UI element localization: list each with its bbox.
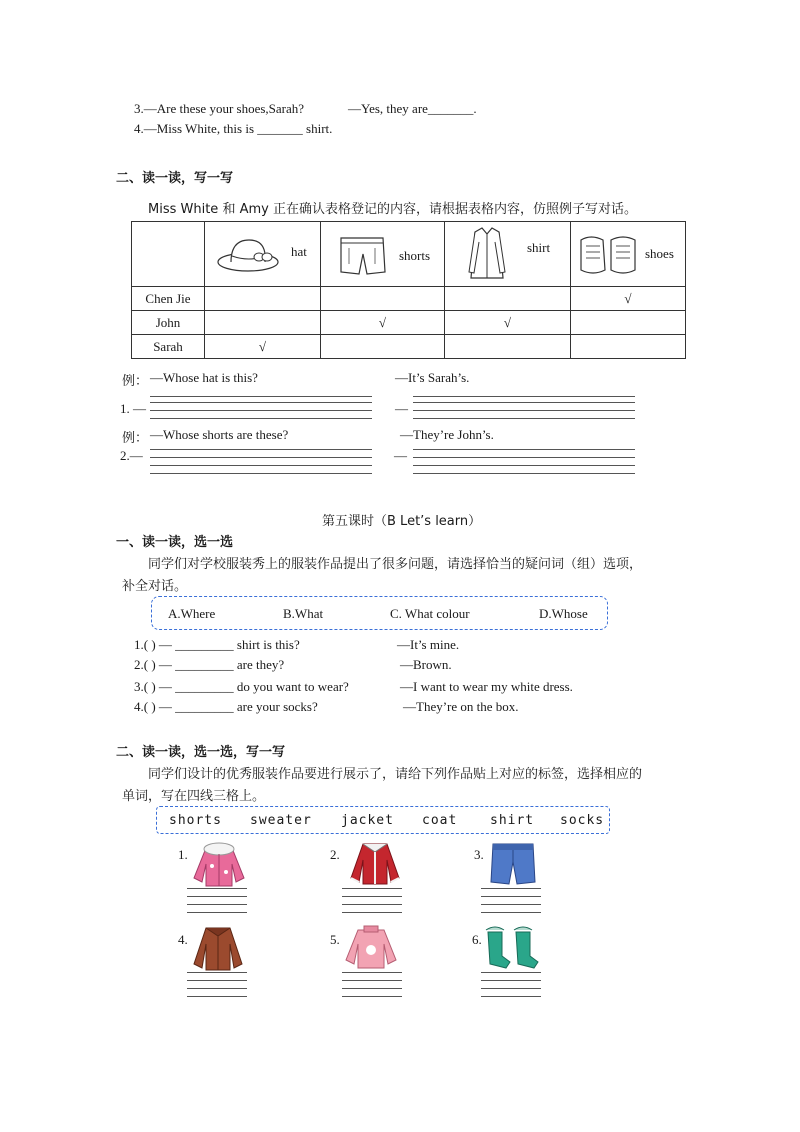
item-number: 1.	[178, 847, 188, 862]
option-a: A.Where	[168, 606, 216, 621]
table-col-label: shirt	[527, 240, 551, 255]
shoes-icon	[577, 232, 639, 278]
table-cell	[321, 287, 445, 311]
section-instruction: 同学们对学校服装秀上的服装作品提出了很多问题，请选择恰当的疑问词（组）选项，	[148, 557, 643, 572]
word-bank-item: shirt	[490, 813, 535, 828]
registration-table	[131, 221, 686, 359]
option-d: D.Whose	[539, 606, 588, 621]
section-instruction-cont: 单词，写在四线三格上。	[122, 789, 266, 804]
table-cell	[571, 335, 686, 359]
section-heading-read-write: 二、读一读，写一写	[116, 171, 234, 186]
word-bank-item: socks	[560, 813, 605, 828]
table-col-label: shoes	[645, 246, 674, 261]
table-row	[132, 287, 686, 311]
word-bank-item: sweater	[250, 813, 312, 828]
section-instruction: Miss White 和 Amy 正在确认表格登记的内容，请根据表格内容，仿照例子写对话。	[148, 202, 637, 217]
table-col-label: hat	[291, 244, 307, 259]
shorts-icon	[337, 234, 389, 278]
table-cell	[321, 335, 445, 359]
choice-answer-1: —It’s mine.	[397, 637, 460, 652]
table-header-shorts	[321, 222, 445, 287]
choice-question-2: 2.( ) — _________ are they?	[134, 657, 285, 672]
table-header-shoes	[571, 222, 686, 287]
question-2-label: 2.—	[120, 448, 143, 463]
brown-shirt-icon	[190, 924, 246, 972]
choice-question-3: 3.( ) — _________ do you want to wear?	[134, 679, 349, 694]
table-cell	[445, 335, 571, 359]
pink-coat-icon	[190, 842, 248, 888]
example-answer: —They’re John’s.	[400, 427, 494, 442]
option-c: C. What colour	[390, 606, 470, 621]
question-1-label: 1. —	[120, 401, 146, 416]
table-header-hat	[205, 222, 321, 287]
table-cell: √	[205, 335, 321, 359]
table-col-label: shorts	[399, 248, 431, 263]
answer-1-label: —	[395, 401, 408, 416]
table-row	[132, 335, 686, 359]
choice-answer-3: —I want to wear my white dress.	[400, 679, 573, 694]
lesson-title: 第五课时（B Let’s learn）	[322, 514, 482, 529]
table-row-name: Chen Jie	[132, 287, 205, 311]
table-cell: √	[571, 287, 686, 311]
item-number: 4.	[178, 932, 188, 947]
word-bank-item: shorts	[169, 813, 222, 828]
table-row	[132, 311, 686, 335]
hat-icon	[215, 232, 285, 276]
example-label: 例：	[122, 374, 149, 389]
table-row-name: Sarah	[132, 335, 205, 359]
table-cell	[445, 287, 571, 311]
item-number: 3.	[474, 847, 484, 862]
item-4-question: 4.—Miss White, this is _______ shirt.	[134, 121, 333, 136]
table-corner-cell	[132, 222, 205, 287]
table-row-name: John	[132, 311, 205, 335]
section-instruction-cont: 补全对话。	[122, 579, 188, 594]
pink-sweater-icon	[344, 924, 398, 970]
table-cell	[571, 311, 686, 335]
example-label: 例：	[122, 431, 149, 446]
item-number: 6.	[472, 932, 482, 947]
red-jacket-icon	[349, 840, 401, 886]
option-b: B.What	[283, 606, 324, 621]
item-3-question: 3.—Are these your shoes,Sarah?	[134, 101, 305, 116]
table-cell: √	[321, 311, 445, 335]
choice-question-1: 1.( ) — _________ shirt is this?	[134, 637, 300, 652]
table-cell	[205, 311, 321, 335]
item-number: 2.	[330, 847, 340, 862]
item-3-answer: —Yes, they are_______.	[348, 101, 477, 116]
table-header-shirt	[445, 222, 571, 287]
word-bank-item: coat	[422, 813, 458, 828]
choice-question-4: 4.( ) — _________ are your socks?	[134, 699, 318, 714]
word-bank-item: jacket	[341, 813, 394, 828]
table-cell	[205, 287, 321, 311]
choice-answer-2: —Brown.	[400, 657, 452, 672]
section-heading-read-choose: 一、读一读，选一选	[116, 535, 234, 550]
table-cell: √	[445, 311, 571, 335]
section-heading-read-choose-write: 二、读一读，选一选，写一写	[116, 745, 286, 760]
item-number: 5.	[330, 932, 340, 947]
shirt-icon	[467, 226, 507, 282]
green-socks-icon	[482, 924, 544, 972]
section-instruction: 同学们设计的优秀服装作品要进行展示了，请给下列作品贴上对应的标签，选择相应的	[148, 767, 643, 782]
blue-shorts-icon	[487, 840, 539, 888]
answer-2-label: —	[394, 448, 407, 463]
choice-answer-4: —They’re on the box.	[403, 699, 519, 714]
example-answer: —It’s Sarah’s.	[395, 370, 470, 385]
example-question: —Whose hat is this?	[150, 370, 258, 385]
example-question: —Whose shorts are these?	[150, 427, 289, 442]
